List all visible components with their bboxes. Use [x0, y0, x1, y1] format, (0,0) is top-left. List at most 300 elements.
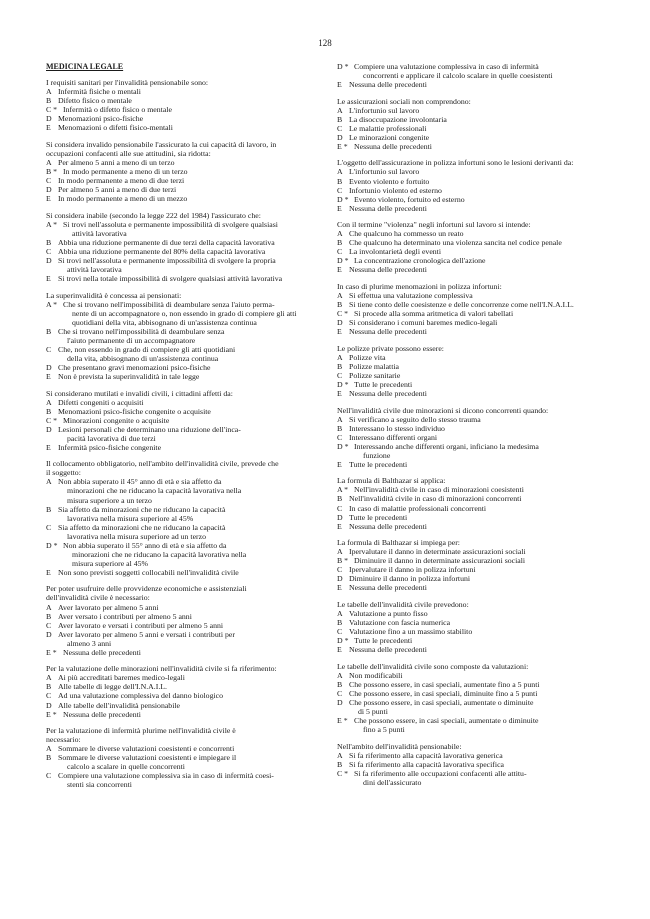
option-letter: D	[46, 362, 52, 372]
option-text: Si fa riferimento alle occupazioni confacenti alle attitu-	[354, 768, 527, 778]
stem-line: I requisiti sanitari per l'invalidità pensionabile sono:	[46, 78, 209, 88]
stem-line: In caso di plurime menomazioni in polizza infortuni:	[337, 281, 502, 291]
option-text: Si trovi nell'assoluta e permanente impossibilità di svolgere la propria	[58, 255, 276, 265]
option-text: Diminuire il danno in polizza infortuni	[349, 574, 471, 584]
option-text: Menomazioni psico-fisiche congenite o acquisite	[58, 406, 211, 416]
option-text: minorazioni che ne riducano la capacità lavorativa nella	[67, 486, 242, 496]
option-text: Minorazioni congenite o acquisite	[63, 415, 170, 425]
option-text: Ad una valutazione complessiva del danno biologico	[58, 691, 223, 701]
option-letter: D	[46, 114, 52, 124]
option-text: Evento violento e fortuito	[349, 176, 430, 186]
option-letter: B	[46, 326, 52, 336]
question-stem	[46, 211, 328, 220]
option-text: Sommare le diverse valutazioni coesistenti e impiegare il	[58, 753, 237, 763]
answer-option	[337, 460, 621, 469]
option-text: Che possono essere, in casi speciali, aumentate fino a 5 punti	[349, 679, 540, 689]
answer-option	[46, 425, 328, 443]
option-letter: E	[337, 203, 342, 213]
answer-option	[337, 309, 621, 318]
answer-option	[337, 415, 621, 424]
option-text: Infermità fisiche o mentali	[58, 87, 141, 97]
option-text: Alle tabelle di legge dell'I.N.A.I.L.	[58, 682, 168, 692]
option-text: Interessano differenti organi	[349, 432, 438, 442]
stem-line: necessario:	[46, 735, 81, 745]
answer-option	[46, 256, 328, 274]
option-text: Tutte le precedenti	[349, 459, 408, 469]
option-text: minorazioni che ne riducano la capacità lavorativa nella	[72, 549, 247, 559]
option-text: In caso di malattie professionali concorrenti	[349, 503, 487, 513]
option-letter: A	[46, 157, 52, 167]
question-block	[337, 538, 621, 592]
option-letter: A *	[46, 219, 58, 229]
option-text: Per almeno 5 anni a meno di un terzo	[58, 157, 175, 167]
option-letter: E	[337, 265, 342, 275]
option-letter: E	[337, 80, 342, 90]
right-column	[337, 62, 621, 794]
stem-line: dell'invalidità civile è necessario:	[46, 593, 150, 603]
option-text: Difetti congeniti o acquisiti	[58, 397, 144, 407]
option-text: Diminuire il danno in determinate assicurazioni sociali	[354, 556, 526, 566]
answer-option	[46, 621, 328, 630]
option-text: Non abbia superato il 45° anno di età e sia affetto da	[58, 477, 222, 487]
option-letter: C	[46, 344, 52, 354]
option-letter: A	[337, 105, 343, 115]
answer-option	[337, 547, 621, 556]
option-letter: B	[337, 679, 343, 689]
option-text: Non abbia superato il 55° anno di età e sia affetto da	[63, 540, 227, 550]
option-letter: C	[337, 627, 343, 637]
option-letter: E	[46, 567, 51, 577]
option-letter: B	[46, 682, 52, 692]
stem-line: Le tabelle dell'invalidità civile prevedono:	[337, 599, 469, 609]
option-text: Si considerano i comuni baremes medico-legali	[349, 318, 498, 328]
question-stem	[337, 220, 621, 229]
answer-option	[337, 504, 621, 513]
question-stem	[337, 600, 621, 609]
answer-option	[337, 424, 621, 433]
option-text: Si procede alla somma aritmetica di valori tabellati	[354, 309, 514, 319]
answer-option	[46, 682, 328, 691]
option-letter: B	[46, 504, 52, 514]
question-stem	[337, 158, 621, 167]
option-letter: B *	[337, 556, 349, 566]
option-text: Si trovi nell'assoluta e permanente impossibilità di svolgere qualsiasi	[63, 219, 278, 229]
option-letter: D	[337, 574, 343, 584]
answer-option	[337, 574, 621, 583]
answer-option	[46, 443, 328, 452]
option-text: Valutazione fino a un massimo stabilito	[349, 627, 473, 637]
option-text: Lesioni personali che determinano una riduzione dell'inca-	[58, 424, 241, 434]
option-text: Difetto fisico o mentale	[58, 96, 132, 106]
option-letter: E *	[337, 716, 348, 725]
answer-option	[46, 691, 328, 700]
answer-option	[337, 556, 621, 565]
option-text: Che si trovano nell'impossibilità di deambulare senza	[58, 326, 225, 336]
option-letter: B	[46, 237, 52, 247]
option-text: Nessuna delle precedenti	[349, 583, 427, 593]
option-text: Compiere una valutazione complessiva in caso di infermità	[354, 62, 539, 71]
option-text: Che presentano gravi menomazioni psico-fisiche	[58, 362, 211, 372]
option-letter: D	[337, 132, 343, 142]
option-text: In modo permanente a meno di un mezzo	[58, 194, 188, 204]
option-letter: C *	[46, 105, 58, 115]
answer-option	[337, 609, 621, 618]
stem-line: Per poter usufruire delle provvidenze economiche e assistenziali	[46, 584, 247, 594]
question-block	[46, 211, 328, 283]
option-letter: A	[337, 547, 343, 557]
option-letter: D	[46, 629, 52, 639]
option-text: Sia affetto da minorazioni che ne riducano la capacità	[58, 522, 226, 532]
answer-option	[46, 105, 328, 114]
option-letter: D	[337, 512, 343, 522]
answer-option	[46, 247, 328, 256]
stem-line: Si considera inabile (secondo la legge 222 del 1984) l'assicurato che:	[46, 210, 261, 220]
answer-option	[46, 771, 328, 789]
answer-option	[337, 291, 621, 300]
option-text: La involontarietà degli eventi	[349, 247, 442, 257]
option-text: Che qualcuno ha determinato una violenza sancita nel codice penale	[349, 238, 562, 248]
option-letter: E	[337, 389, 342, 398]
answer-option	[337, 186, 621, 195]
option-letter: E	[337, 327, 342, 337]
answer-option	[337, 513, 621, 522]
stem-line: Si considera invalido pensionabile l'assicurato la cui capacità di lavoro, in	[46, 139, 277, 149]
option-letter: A *	[46, 299, 58, 309]
answer-option	[337, 204, 621, 213]
option-text: della vita, abbisognano di un'assistenza continua	[67, 353, 219, 363]
option-letter: B	[337, 494, 343, 504]
option-text: Si effettua una valutazione complessiva	[349, 291, 473, 301]
option-text: Ipervalutare il danno in determinate assicurazioni sociali	[349, 547, 526, 557]
option-text: Nessuna delle precedenti	[349, 521, 427, 531]
answer-option	[337, 106, 621, 115]
option-text: Abbia una riduzione permanente di due terzi della capacità lavorativa	[58, 237, 275, 247]
option-text: Infortunio violento ed esterno	[349, 185, 442, 195]
option-letter: B	[46, 753, 52, 763]
option-text: Interessando anche differenti organi, inficiano la medesima	[354, 441, 539, 451]
answer-option	[46, 300, 328, 327]
left-question-list	[46, 78, 328, 789]
question-stem	[46, 140, 328, 158]
option-letter: D *	[337, 62, 349, 71]
answer-option	[46, 398, 328, 407]
question-stem	[337, 282, 621, 291]
option-letter: E *	[46, 709, 57, 719]
answer-option	[337, 80, 621, 89]
answer-option	[337, 167, 621, 176]
question-stem	[337, 344, 621, 353]
option-text: Evento violento, fortuito ed esterno	[354, 194, 465, 204]
option-letter: A	[337, 291, 343, 301]
option-text: nente di un accompagnatore o, non essendo in grado di compiere gli atti	[72, 308, 297, 318]
option-letter: C *	[337, 309, 349, 319]
option-text: Valutazione a punto fisso	[349, 608, 428, 618]
option-letter: C	[46, 771, 52, 781]
option-letter: D *	[337, 441, 349, 451]
option-letter: C	[46, 246, 52, 256]
option-text: Abbia una riduzione permanente del 80% della capacità lavorativa	[58, 246, 266, 256]
question-block	[337, 282, 621, 336]
option-text: Polizze malattia	[349, 361, 400, 371]
question-stem	[337, 406, 621, 415]
question-block	[46, 389, 328, 452]
stem-line: La superinvalidità è concessa ai pensionati:	[46, 290, 182, 300]
option-text: attività lavorativa	[67, 264, 122, 274]
answer-option	[46, 523, 328, 541]
stem-line: Per la valutazione di infermità plurime nell'invalidità civile è	[46, 726, 236, 736]
section-title: MEDICINA LEGALE	[46, 62, 124, 71]
option-letter: E *	[46, 647, 57, 657]
option-letter: B	[337, 238, 343, 248]
option-text: Non sono previsti soggetti collocabili nell'invalidità civile	[58, 567, 239, 577]
question-block	[46, 459, 328, 577]
answer-option	[46, 238, 328, 247]
option-letter: B	[46, 406, 52, 416]
option-letter: E	[337, 459, 342, 469]
stem-line: Le tabelle dell'invalidità civile sono composte da valutazioni:	[337, 661, 529, 671]
option-text: Valutazione con fascia numerica	[349, 618, 451, 628]
question-block	[337, 220, 621, 274]
option-text: Che possono essere, in casi speciali, aumentate o diminuite	[349, 697, 534, 707]
question-block	[337, 476, 621, 530]
option-text: misura superiore a un terzo	[67, 495, 152, 505]
answer-option	[337, 177, 621, 186]
stem-line: Si considerano mutilati e invalidi civili, i cittadini affetti da:	[46, 388, 233, 398]
option-text: calcolo a scalare in quelle concorrenti	[67, 762, 185, 772]
option-text: Che possono essere, in casi speciali, diminuite fino a 5 punti	[349, 688, 538, 698]
question-stem	[337, 538, 621, 547]
option-letter: D	[46, 700, 52, 710]
option-letter: E	[46, 123, 51, 133]
option-text: Per almeno 5 anni a meno di due terzi	[58, 185, 177, 195]
answer-option	[337, 494, 621, 503]
option-letter: D	[46, 424, 52, 434]
option-text: Aver versato i contributi per almeno 5 anni	[58, 611, 192, 621]
option-letter: A	[337, 229, 343, 239]
option-text: La disoccupazione involontaria	[349, 114, 447, 124]
answer-option	[337, 371, 621, 380]
option-letter: E	[46, 273, 51, 283]
option-letter: B	[46, 611, 52, 621]
answer-option	[337, 583, 621, 592]
option-letter: C	[337, 688, 343, 698]
answer-option	[337, 380, 621, 389]
answer-option	[46, 753, 328, 771]
option-text: L'infortunio sul lavoro	[349, 105, 420, 115]
option-text: attività lavorativa	[72, 228, 127, 238]
option-text: Che possono essere, in casi speciali, aumentate o diminuite	[354, 716, 539, 725]
question-stem	[337, 742, 621, 751]
answer-option	[46, 710, 328, 719]
option-text: Aver lavorato e versati i contributi per almeno 5 anni	[58, 620, 224, 630]
answer-option	[46, 158, 328, 167]
answer-option	[337, 565, 621, 574]
option-letter: E	[337, 521, 342, 531]
option-text: Nessuna delle precedenti	[354, 141, 432, 151]
option-letter: C	[337, 123, 343, 133]
option-letter: B	[337, 759, 343, 769]
answer-option	[337, 265, 621, 274]
option-text: Tutte le precedenti	[349, 512, 408, 522]
answer-option	[46, 185, 328, 194]
answer-option	[337, 522, 621, 531]
option-letter: D *	[337, 256, 349, 266]
option-letter: D	[46, 255, 52, 265]
answer-option	[337, 751, 621, 760]
answer-option	[337, 671, 621, 680]
answer-option	[337, 433, 621, 442]
question-block	[337, 662, 621, 734]
question-stem	[46, 726, 328, 744]
answer-option	[46, 372, 328, 381]
answer-option	[337, 115, 621, 124]
answer-option	[46, 87, 328, 96]
stem-line: Le polizze private possono essere:	[337, 343, 444, 353]
option-text: Nessuna delle precedenti	[63, 647, 141, 657]
option-text: Nessuna delle precedenti	[349, 80, 427, 90]
option-letter: A	[337, 352, 343, 362]
option-text: dini dell'assicurato	[363, 777, 422, 787]
option-text: Tutte le precedenti	[354, 636, 413, 646]
option-text: Compiere una valutazione complessiva sia in caso di infermità coesi-	[58, 771, 274, 781]
option-letter: B	[337, 176, 343, 186]
answer-option	[46, 220, 328, 238]
option-text: Sia affetto da minorazioni che ne riducano la capacità	[58, 504, 226, 514]
option-text: di 5 punti	[358, 706, 388, 716]
option-text: Aver lavorato per almeno 5 anni e versati i contributi per	[58, 629, 235, 639]
answer-option	[337, 229, 621, 238]
question-block	[337, 406, 621, 469]
question-stem	[46, 459, 328, 477]
option-letter: C	[46, 176, 52, 186]
answer-option	[46, 630, 328, 648]
option-letter: B	[337, 618, 343, 628]
question-block	[46, 140, 328, 203]
answer-option	[46, 194, 328, 203]
answer-option	[337, 760, 621, 769]
option-letter: C	[337, 185, 343, 195]
question-block	[46, 584, 328, 656]
answer-option	[337, 133, 621, 142]
option-letter: E	[337, 583, 342, 593]
option-letter: A	[337, 608, 343, 618]
answer-option	[337, 142, 621, 151]
answer-option	[337, 485, 621, 494]
question-block	[337, 97, 621, 151]
answer-option	[46, 612, 328, 621]
question-stem	[337, 662, 621, 671]
question-block	[337, 742, 621, 787]
option-letter: D *	[337, 379, 349, 389]
option-text: La concentrazione cronologica dell'azione	[354, 256, 486, 266]
option-letter: A	[46, 87, 52, 97]
option-text: L'infortunio sul lavoro	[349, 167, 420, 177]
option-letter: A	[337, 670, 343, 680]
option-text: l'aiuto permanente di un accompagnatore	[67, 335, 196, 345]
option-letter: B	[337, 300, 343, 310]
answer-option	[46, 407, 328, 416]
question-stem	[337, 476, 621, 485]
option-text: Interessano lo stesso individuo	[349, 423, 445, 433]
option-letter: E	[46, 371, 51, 381]
option-text: Tutte le precedenti	[354, 379, 413, 389]
stem-line: Le assicurazioni sociali non comprendono:	[337, 96, 471, 106]
question-block	[46, 726, 328, 789]
answer-option	[337, 318, 621, 327]
answer-option	[46, 541, 328, 568]
option-letter: B	[337, 361, 343, 371]
option-text: quotidiani della vita, abbisognano di un'assistenza continua	[72, 317, 257, 327]
answer-option	[46, 345, 328, 363]
option-text: lavorativa nella misura superiore ad un terzo	[67, 531, 206, 541]
answer-option	[46, 176, 328, 185]
option-text: Aver lavorato per almeno 5 anni	[58, 602, 159, 612]
option-text: In modo permanente a meno di due terzi	[58, 176, 185, 186]
answer-option	[337, 645, 621, 654]
left-column	[46, 62, 328, 797]
option-letter: C	[46, 522, 52, 532]
option-text: Si tiene conto delle coesistenze e delle concorrenze come nell'I.N.A.I.L.	[349, 300, 574, 310]
answer-option	[337, 769, 621, 787]
option-text: Si fa riferimento alla capacità lavorativa generica	[349, 750, 503, 760]
option-text: Che, non essendo in grado di compiere gli atti quotidiani	[58, 344, 236, 354]
question-block	[46, 291, 328, 381]
option-text: lavorativa nella misura superiore al 45%	[67, 513, 194, 523]
answer-option	[46, 568, 328, 577]
question-stem	[46, 389, 328, 398]
question-block	[46, 78, 328, 132]
answer-option	[337, 238, 621, 247]
option-letter: C	[337, 247, 343, 257]
option-text: almeno 3 anni	[67, 638, 112, 648]
option-letter: E	[337, 645, 342, 655]
option-text: fino a 5 punti	[363, 725, 405, 735]
answer-option	[46, 363, 328, 372]
answer-option	[46, 701, 328, 710]
option-text: Menomazioni psico-fisiche	[58, 114, 144, 124]
stem-line: il soggetto:	[46, 468, 81, 478]
option-letter: A	[46, 477, 52, 487]
option-letter: C	[337, 370, 343, 380]
stem-line: occupazioni confacenti alle sue attitudini, sia ridotta:	[46, 148, 211, 158]
option-letter: E	[46, 442, 51, 452]
stem-line: La formula di Balthazar si applica:	[337, 476, 446, 486]
option-text: Non è prevista la superinvalidità in tale legge	[58, 371, 200, 381]
answer-option	[46, 477, 328, 504]
stem-line: La formula di Balthazar si impiega per:	[337, 538, 460, 548]
option-text: stenti sia concorrenti	[67, 780, 132, 790]
option-text: Nessuna delle precedenti	[349, 265, 427, 275]
answer-option	[337, 689, 621, 698]
option-text: concorrenti e applicare il calcolo scalare in quelle coesistenti	[363, 71, 553, 81]
answer-option	[337, 353, 621, 362]
answer-option	[46, 416, 328, 425]
option-letter: C	[337, 503, 343, 513]
option-text: In modo permanente a meno di un terzo	[63, 166, 188, 176]
answer-option	[46, 673, 328, 682]
option-letter: B	[46, 96, 52, 106]
option-letter: E *	[337, 141, 348, 151]
option-text: Sommare le diverse valutazioni coesistenti e concorrenti	[58, 744, 235, 754]
question-block	[46, 664, 328, 718]
option-letter: C	[337, 432, 343, 442]
answer-option	[46, 327, 328, 345]
option-text: funzione	[363, 450, 391, 460]
question-block	[337, 344, 621, 398]
option-letter: B	[337, 423, 343, 433]
answer-option	[337, 680, 621, 689]
option-text: Nessuna delle precedenti	[349, 327, 427, 337]
